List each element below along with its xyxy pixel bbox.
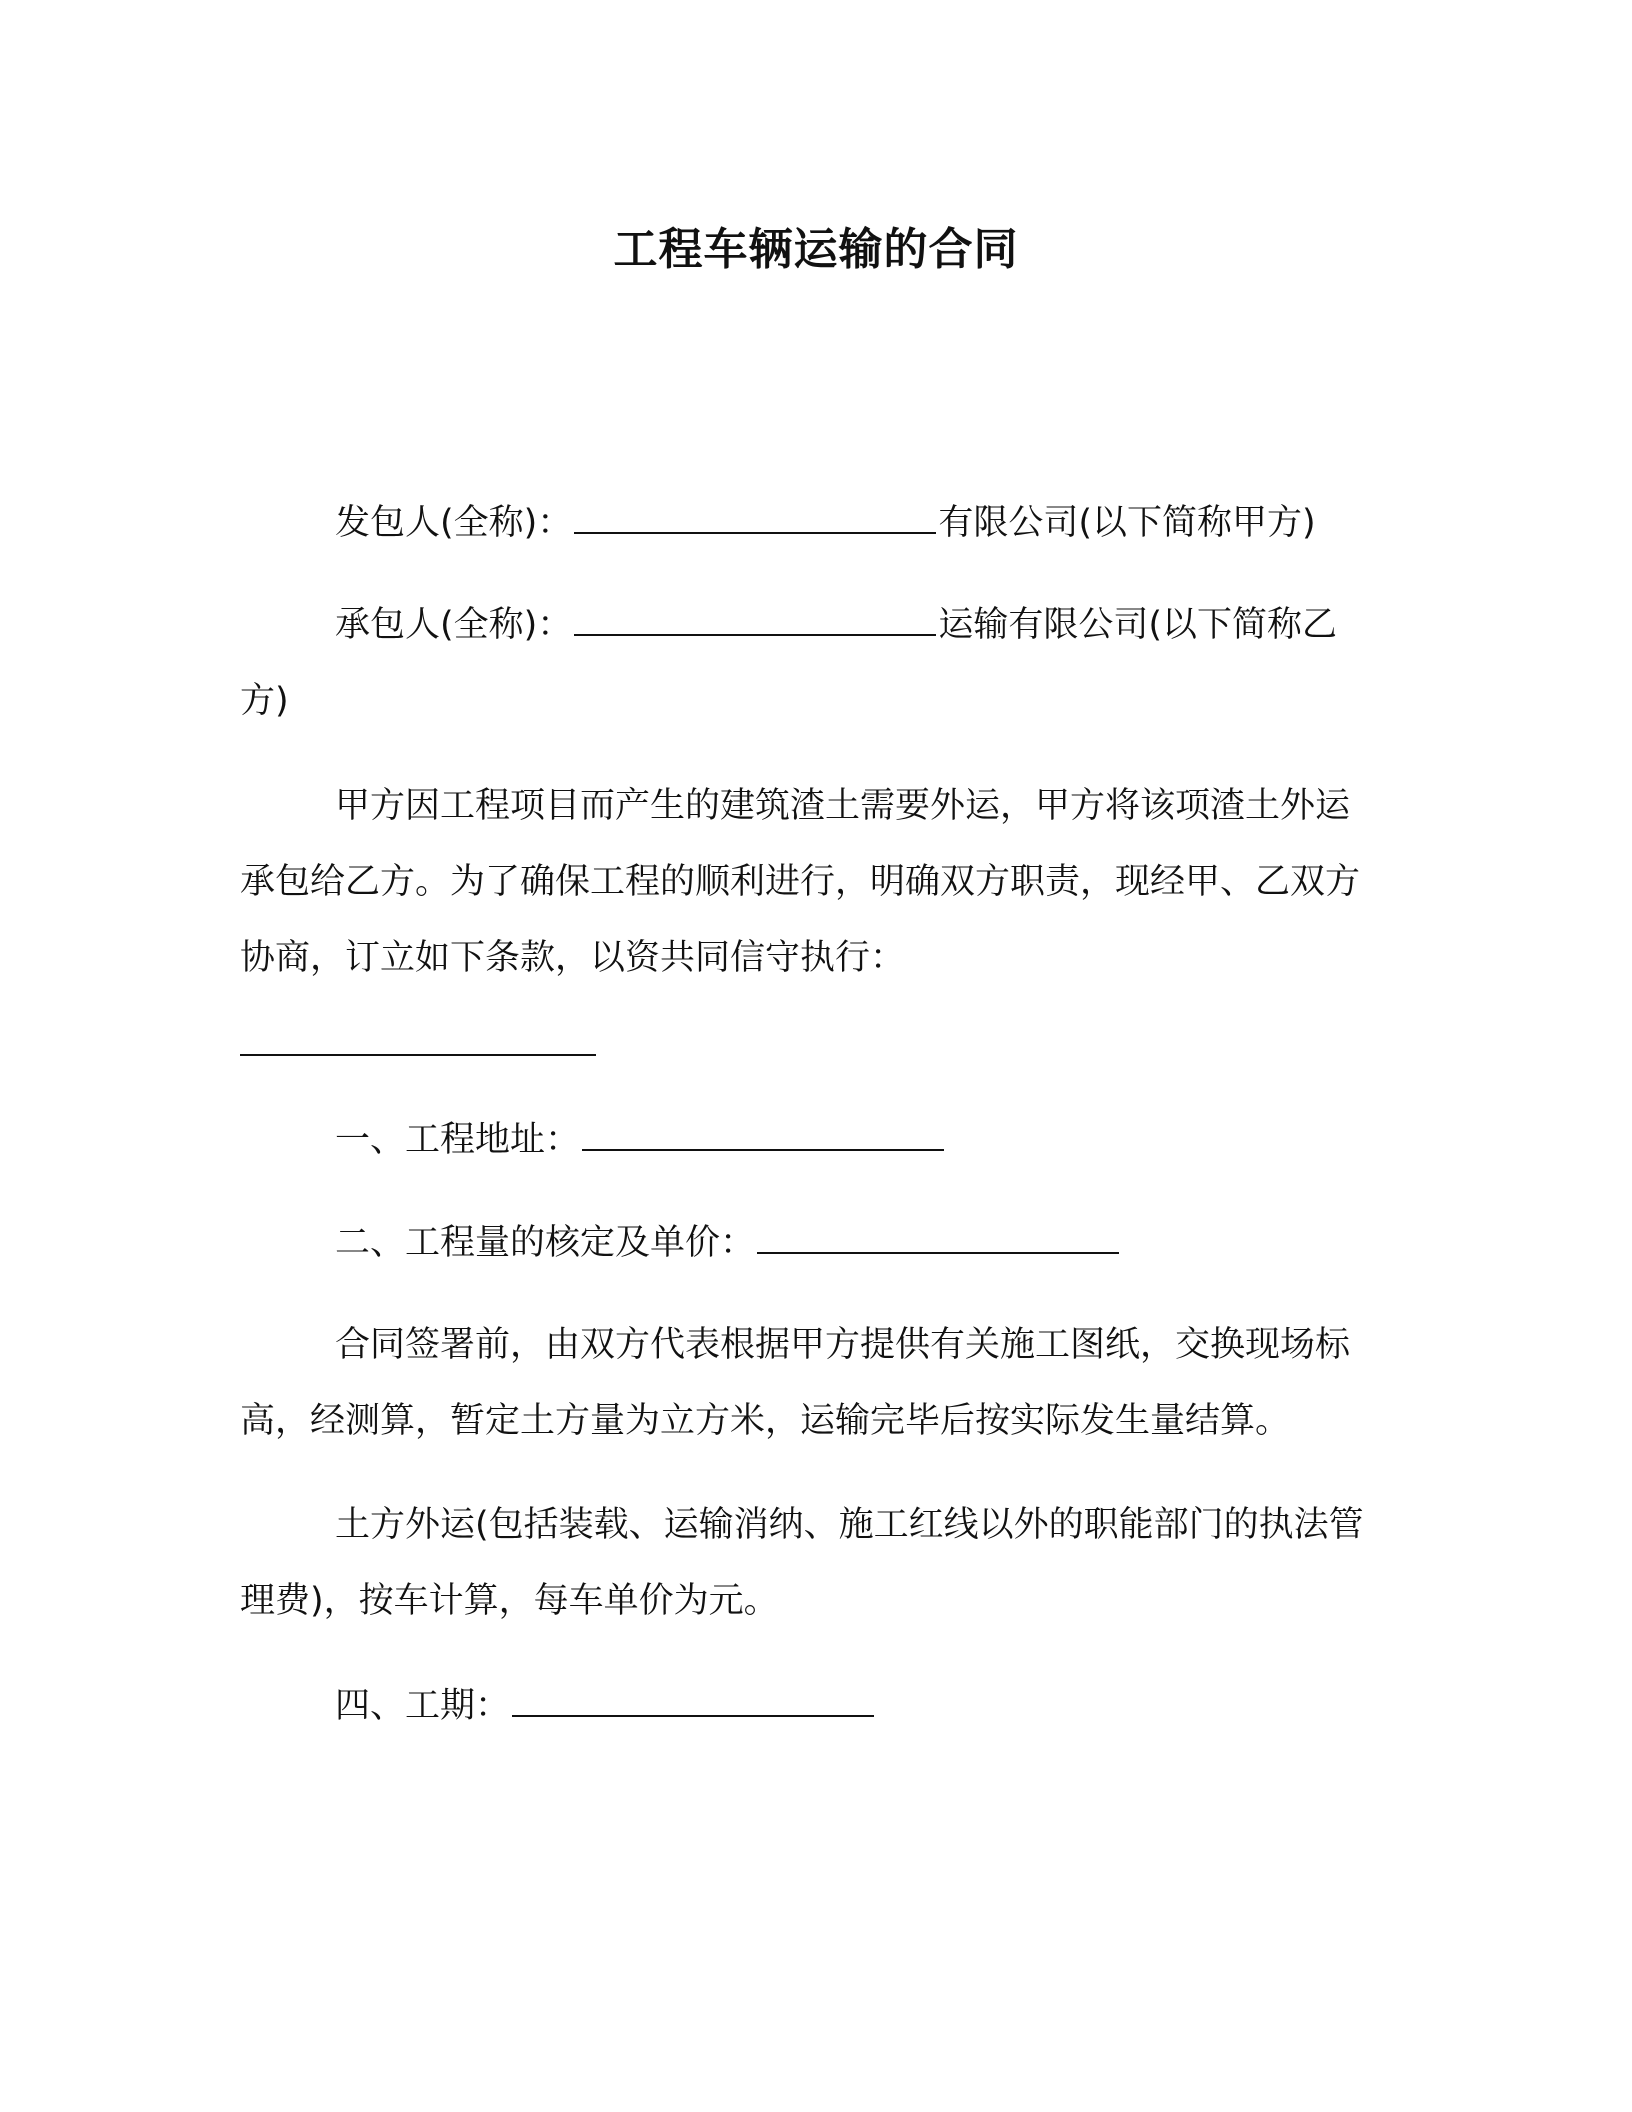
standalone-blank-line[interactable] bbox=[240, 1054, 596, 1056]
section-2-quantity bbox=[240, 1205, 1380, 1281]
party-b-suffix: 运输有限公司(以下简称乙方) bbox=[240, 605, 1337, 721]
section-4-label: 四、工期： bbox=[335, 1686, 511, 1726]
price-paragraph: 土方外运(包括装载、运输消纳、施工红线以外的职能部门的执法管理费)，按车计算，每车单价为元。 bbox=[240, 1505, 1364, 1621]
party-b-blank[interactable] bbox=[574, 600, 936, 636]
period-blank[interactable] bbox=[512, 1681, 874, 1717]
section-1-address bbox=[240, 1102, 1380, 1178]
preamble-paragraph: 甲方因工程项目而产生的建筑渣土需要外运，甲方将该项渣土外运承包给乙方。为了确保工程的顺利进行，明确双方职责，现经甲、乙双方协商，订立如下条款，以资共同信守执行： bbox=[240, 786, 1361, 978]
party-b-label: 承包人(全称)： bbox=[335, 605, 573, 645]
section-4-period bbox=[240, 1668, 1380, 1744]
party-a-line bbox=[240, 485, 1380, 561]
party-a-blank[interactable] bbox=[574, 498, 936, 534]
section-2-label: 二、工程量的核定及单价： bbox=[335, 1223, 756, 1263]
party-b-line bbox=[240, 587, 1380, 739]
party-a-suffix: 有限公司(以下简称甲方) bbox=[938, 503, 1316, 543]
address-blank[interactable] bbox=[582, 1115, 944, 1151]
measurement-paragraph: 合同签署前，由双方代表根据甲方提供有关施工图纸，交换现场标高，经测算，暂定土方量为立方米，运输完毕后按实际发生量结算。 bbox=[240, 1325, 1351, 1441]
section-1-label: 一、工程地址： bbox=[335, 1120, 581, 1160]
party-a-label: 发包人(全称)： bbox=[335, 503, 573, 543]
document-title: 工程车辆运输的合同 bbox=[613, 224, 1019, 275]
unit-price-blank[interactable] bbox=[757, 1218, 1119, 1254]
